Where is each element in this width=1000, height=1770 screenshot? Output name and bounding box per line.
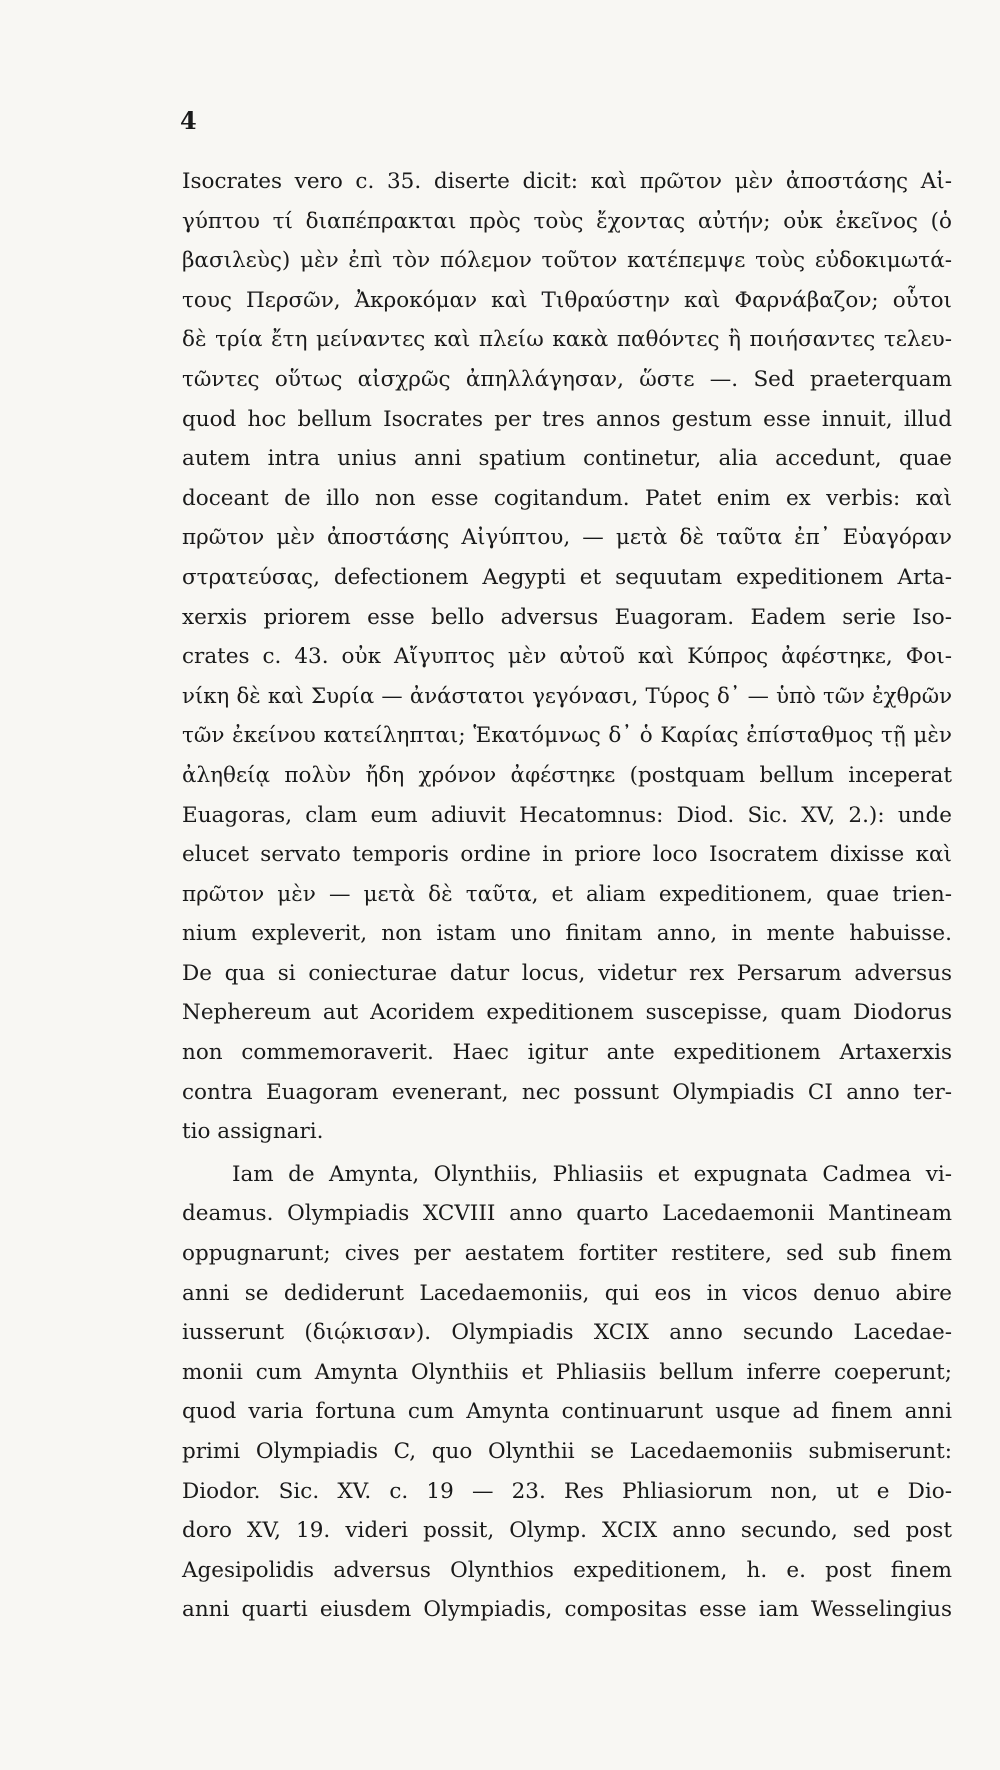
text-line: doro XV, 19. videri possit, Olymp. XCIX anno secundo, sed post [182, 1518, 952, 1544]
text-line: anni quarti eiusdem Olympiadis, compositas esse iam Wesselingius [182, 1597, 952, 1623]
text-line: quod hoc bellum Isocrates per tres annos gestum esse innuit, illud [182, 406, 952, 432]
body-text [182, 162, 952, 1630]
text-line: τους Περσῶν, Ἀκροκόμαν καὶ Τιθραύστην καὶ Φαρνάβαζον; οὗτοι [182, 287, 952, 313]
text-line: ἀληθείᾳ πολὺν ἤδη χρόνον ἀφέστηκε (postquam bellum inceperat [182, 762, 952, 788]
text-line: Isocrates vero c. 35. diserte dicit: καὶ πρῶτον μὲν ἀποστάσης Αἰ- [182, 169, 952, 194]
text-line: τῶν ἐκείνου κατείληπται; Ἑκατόμνως δ᾽ ὁ Καρίας ἐπίσταθμος τῇ μὲν [182, 723, 952, 749]
text-line: non commemoraverit. Haec igitur ante expeditionem Artaxerxis [182, 1040, 952, 1066]
text-line: γύπτου τί διαπέπρακται πρὸς τοὺς ἔχοντας αὐτήν; οὐκ ἐκεῖνος (ὁ [182, 208, 952, 234]
text-line: iusserunt (διῴκισαν). Olympiadis XCIX anno secundo Lacedae- [182, 1320, 952, 1346]
text-line-paragraph-start: Iam de Amynta, Olynthiis, Phliasiis et expugnata Cadmea vi- [232, 1161, 952, 1187]
text-line: Nephereum aut Acoridem expeditionem suscepisse, quam Diodorus [182, 1000, 952, 1026]
text-line: primi Olympiadis C, quo Olynthii se Lacedaemoniis submiserunt: [182, 1439, 952, 1464]
text-line: elucet servato temporis ordine in priore loco Isocratem dixisse καὶ [182, 842, 952, 868]
text-line: De qua si coniecturae datur locus, videtur rex Persarum adversus [182, 960, 952, 986]
text-line: Euagoras, clam eum adiuvit Hecatomnus: Diod. Sic. XV, 2.): unde [182, 802, 952, 828]
text-line: nium expleverit, non istam uno finitam anno, in mente habuisse. [182, 921, 952, 947]
text-line: Diodor. Sic. XV. c. 19 — 23. Res Phliasiorum non, ut e Dio- [182, 1478, 952, 1504]
text-line: νίκη δὲ καὶ Συρία — ἀνάστατοι γεγόνασι, Τύρος δ᾽ — ὑπὸ τῶν ἐχθρῶν [182, 683, 952, 709]
text-line: δὲ τρία ἔτη μείναντες καὶ πλείω κακὰ παθόντες ἢ ποιήσαντες τελευ- [182, 327, 952, 353]
text-line: crates c. 43. οὐκ Αἴγυπτος μὲν αὐτοῦ καὶ Κύπρος ἀφέστηκε, Φοι- [182, 644, 952, 670]
text-line: deamus. Olympiadis XCVIII anno quarto Lacedaemonii Mantineam [182, 1201, 952, 1227]
text-line: oppugnarunt; cives per aestatem fortiter restitere, sed sub finem [182, 1241, 952, 1267]
text-line: anni se dediderunt Lacedaemoniis, qui eos in vicos denuo abire [182, 1280, 952, 1306]
text-line: xerxis priorem esse bello adversus Euagoram. Eadem serie Iso- [182, 604, 952, 630]
text-line: βασιλεὺς) μὲν ἐπὶ τὸν πόλεμον τοῦτον κατέπεμψε τοὺς εὐδοκιμωτά- [182, 248, 952, 274]
page-number: 4 [180, 106, 197, 135]
text-line: autem intra unius anni spatium continetur, alia accedunt, quae [182, 446, 952, 472]
text-line: doceant de illo non esse cogitandum. Patet enim ex verbis: καὶ [182, 485, 952, 511]
text-line: Agesipolidis adversus Olynthios expeditionem, h. e. post finem [182, 1557, 952, 1583]
text-line: monii cum Amynta Olynthiis et Phliasiis bellum inferre coeperunt; [182, 1359, 952, 1385]
text-line: πρῶτον μὲν ἀποστάσης Αἰγύπτου, — μετὰ δὲ ταῦτα ἐπ᾽ Εὐαγόραν [182, 525, 952, 551]
text-line: quod varia fortuna cum Amynta continuarunt usque ad finem anni [182, 1399, 952, 1425]
text-line: contra Euagoram evenerant, nec possunt Olympiadis CI anno ter- [182, 1079, 952, 1105]
text-line: τῶντες οὕτως αἰσχρῶς ἀπηλλάγησαν, ὥστε —. Sed praeterquam [182, 366, 952, 392]
text-line: στρατεύσας, defectionem Aegypti et sequutam expeditionem Arta- [182, 564, 952, 590]
text-line: πρῶτον μὲν — μετὰ δὲ ταῦτα, et aliam expeditionem, quae trien- [182, 881, 952, 907]
text-line-paragraph-end: tio assignari. [182, 1119, 324, 1145]
